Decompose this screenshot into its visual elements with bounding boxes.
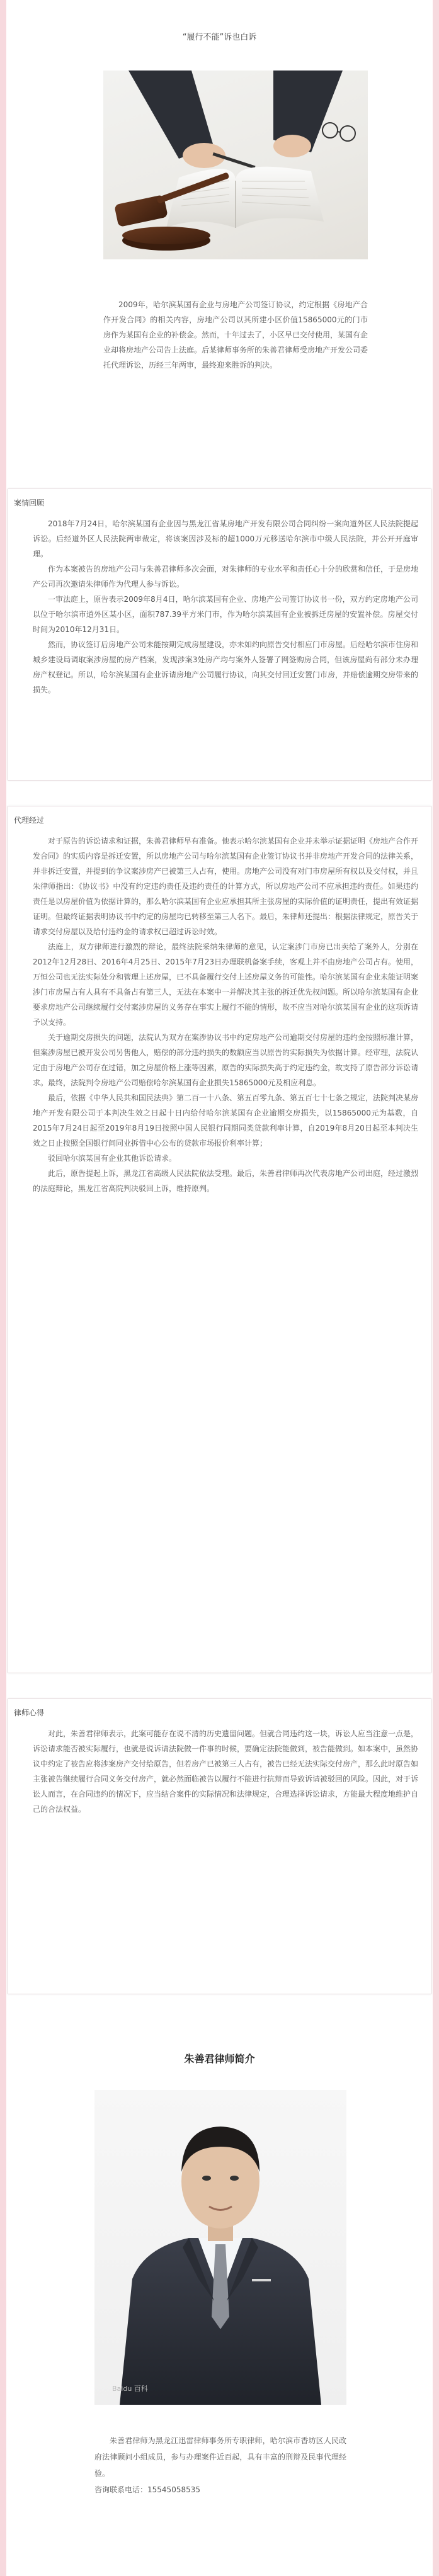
contact-line <box>94 2482 346 2498</box>
paragraph: 最后，依据《中华人民共和国民法典》第二百一十八条、第五百零九条、第五百七十七条之规定，法院判决某房地产开发有限公司于本判决生效之日起十日内给付哈尔滨某国有企业逾期交房损失，以15865000元为基数，自2015年7月24日起至2019年8月19日按照中国人民银行同期同类贷款利率计算，自2019年8月20日起至本判决生效之日止按照全国银行间同业拆借中心公布的贷款市场报价利率计算； <box>33 1093 419 1148</box>
paragraph: 法庭上，双方律师进行激烈的辩论，最终法院采纳朱律师的意见，认定案涉门市房已出卖给了案外人，分别在2012年12月28日、2016年4月25日、2015年7月23日办理联机备案手续，客观上并不由房地产公司占有。使用，万恒公司也无法实际处分和管理上述房屋，已不具备履行交付上述房屋义务的可能性。哈尔滨某国有企业未能证明案涉门市房屋占有人具有不具备占有第三人，无法在本案中一并解决其主张的拆迁优先权问题。所以哈尔滨某国有企业要求房地产公司继续履行交付案涉房屋的义务存在事实上履行不能的情形，故不应当对哈尔滨某国有企业的这项诉请予以支持。 <box>33 942 419 1027</box>
section-label: 代理经过 <box>14 816 45 825</box>
section-body <box>33 833 418 1196</box>
section-body <box>33 516 418 698</box>
paragraph: 一审法庭上，原告表示2009年8月4日，哈尔滨某国有企业、房地产公司签订协议书一份，双方约定房地产公司以位于哈尔滨市道外区某小区，面积787.39平方米门市，作为哈尔滨某国有企业被拆迁房屋的安置补偿。房屋交付时间为2010年12月31日。 <box>33 595 418 634</box>
image-watermark: Baidu 百科 <box>112 2385 148 2393</box>
lawyer-portrait-photo <box>94 2090 346 2405</box>
article-title: “履行不能”诉也白诉 <box>182 33 257 42</box>
paragraph: 此后，原告提起上诉，黑龙江省高级人民法院依法受理。最后，朱善君律师再次代表房地产公司出庭，经过激烈的法庭辩论，黑龙江省高院判决驳回上诉，维持原判。 <box>33 1169 419 1193</box>
right-frame-border <box>433 0 439 2576</box>
case-review-section <box>8 489 431 781</box>
paragraph: 作为本案被告的房地产公司与朱善君律师多次会面，对朱律师的专业水平和责任心十分的欣赏和信任，于是房地产公司再次邀请朱律师作为代理人参与诉讼。 <box>33 565 419 589</box>
section-label: 案情回顾 <box>14 499 45 507</box>
profile-text <box>94 2432 346 2498</box>
contact-label: 咨询联系电话： <box>94 2485 148 2494</box>
section-label: 律师心得 <box>14 1709 45 1717</box>
contact-phone: 15545058535 <box>147 2485 200 2494</box>
intro-paragraph: 2009年，哈尔滨某国有企业与房地产公司签订协议，约定根据《房地产合作开发合同》的相关内容，房地产公司以其所建小区价值15865000元的门市房作为某国有企业的补偿金。然而，十年过去了，小区早已交付使用，某国有企业却将房地产公司告上法庭。后某律师事务所的朱善君律师受房地产开发公司委托代理诉讼，历经三年两审，最终迎来胜诉的判决。 <box>103 300 368 370</box>
paragraph: 对此，朱善君律师表示，此案可能存在说不清的历史遗留问题。但就合同违约这一块，诉讼人应当注意一点是，诉讼请求能否被实际履行，也就是说诉请法院做一件事的时候，要确定法院能做到，被告能做到。如本案中，虽然协议中约定了被告应将涉案房产交付给原告，但若房产已被第三人占有，被告已经无法实际交付房产，那么此时原告如主张被告继续履行合同义务交付房产，就必然面临被告以履行不能进行抗辩而导致诉请被驳回的风险。因此，对于诉讼人而言，在合同违约的情况下，应当结合案件的实际情况和法律规定，合理选择诉讼请求，方能最大程度地维护自己的合法权益。 <box>33 1729 419 1814</box>
paragraph: 对于原告的诉讼请求和证据，朱善君律师早有准备。他表示哈尔滨某国有企业并未举示证据证明《房地产合作开发合同》的实质内容是拆迁安置，所以房地产公司与哈尔滨某国有企业签订协议书并非房地产开发合同的法律关系，并非拆迁安置，并提到的争议案涉房产已被第三人占有，使用。房地产公司没有对门市房屋所有权以及交付权，并且朱律师指出：《协议书》中没有约定违约责任及违约责任的计算方式，所以房地产公司不应承担违约责任。如果违约责任是以房屋价值为依据计算的，那么哈尔滨某国有企业应承担其所主张房屋的实际价值的证明责任，提出有效证据证明。但最终证据表明协议书中约定的房屋均已转移至第三人名下。最后，朱律师还提出：根据法律规定，原告关于请求交付房屋以及给付违约金的请求权已超过诉讼时效。 <box>33 837 419 936</box>
section-body <box>33 1726 418 1817</box>
profile-heading: 朱善君律师简介 <box>184 2053 255 2065</box>
courtroom-gavel-photo <box>103 71 368 259</box>
paragraph: 2018年7月24日，哈尔滨某国有企业因与黑龙江省某房地产开发有限公司合同纠纷一案向道外区人民法院提起诉讼。后经道外区人民法院两审裁定，将该案因涉及标的超1000万元移送哈尔滨市中级人民法院，并公开开庭审理。 <box>33 519 418 558</box>
representation-process-section <box>8 806 431 1673</box>
left-frame-border <box>0 0 6 2576</box>
intro-text <box>103 297 368 373</box>
paragraph: 关于逾期交房损失的问题，法院认为双方在案涉协议书中约定房地产公司逾期交付房屋的违约金按照标准计算，但案涉房屋已被开发公司另售他人，赔偿的部分违约损失的数额应当以原告的实际损失为依据计算。经审理，法院认定由于房地产公司存在过错，加之房屋价格上涨等因素，原告的实际损失高于约定违约金，故支持了原告部分诉讼请求。最终，法院判令房地产公司赔偿哈尔滨某国有企业损失15865000元及相应利息。 <box>33 1033 419 1087</box>
lawyer-insights-section <box>8 1698 431 1994</box>
paragraph: 然而，协议签订后房地产公司未能按期完成房屋建设，亦未如约向原告交付相应门市房屋。后经哈尔滨市住房和城乡建设局调取案涉房屋的房产档案，发现涉案3处房产均与案外人签署了网签购房合同，但该房屋尚有部分未办理房产权登记。所以，哈尔滨某国有企业诉请房地产公司履行协议，向其交付回迁安置门市房，并赔偿逾期交房带来的损失。 <box>33 640 419 694</box>
profile-bio: 朱善君律师为黑龙江迅雷律师事务所专职律师，哈尔滨市香坊区人民政府法律顾问小组成员，参与办理案件近百起，具有丰富的刑辩及民事代理经验。 <box>94 2436 346 2478</box>
paragraph: 驳回哈尔滨某国有企业其他诉讼请求。 <box>48 1154 177 1163</box>
